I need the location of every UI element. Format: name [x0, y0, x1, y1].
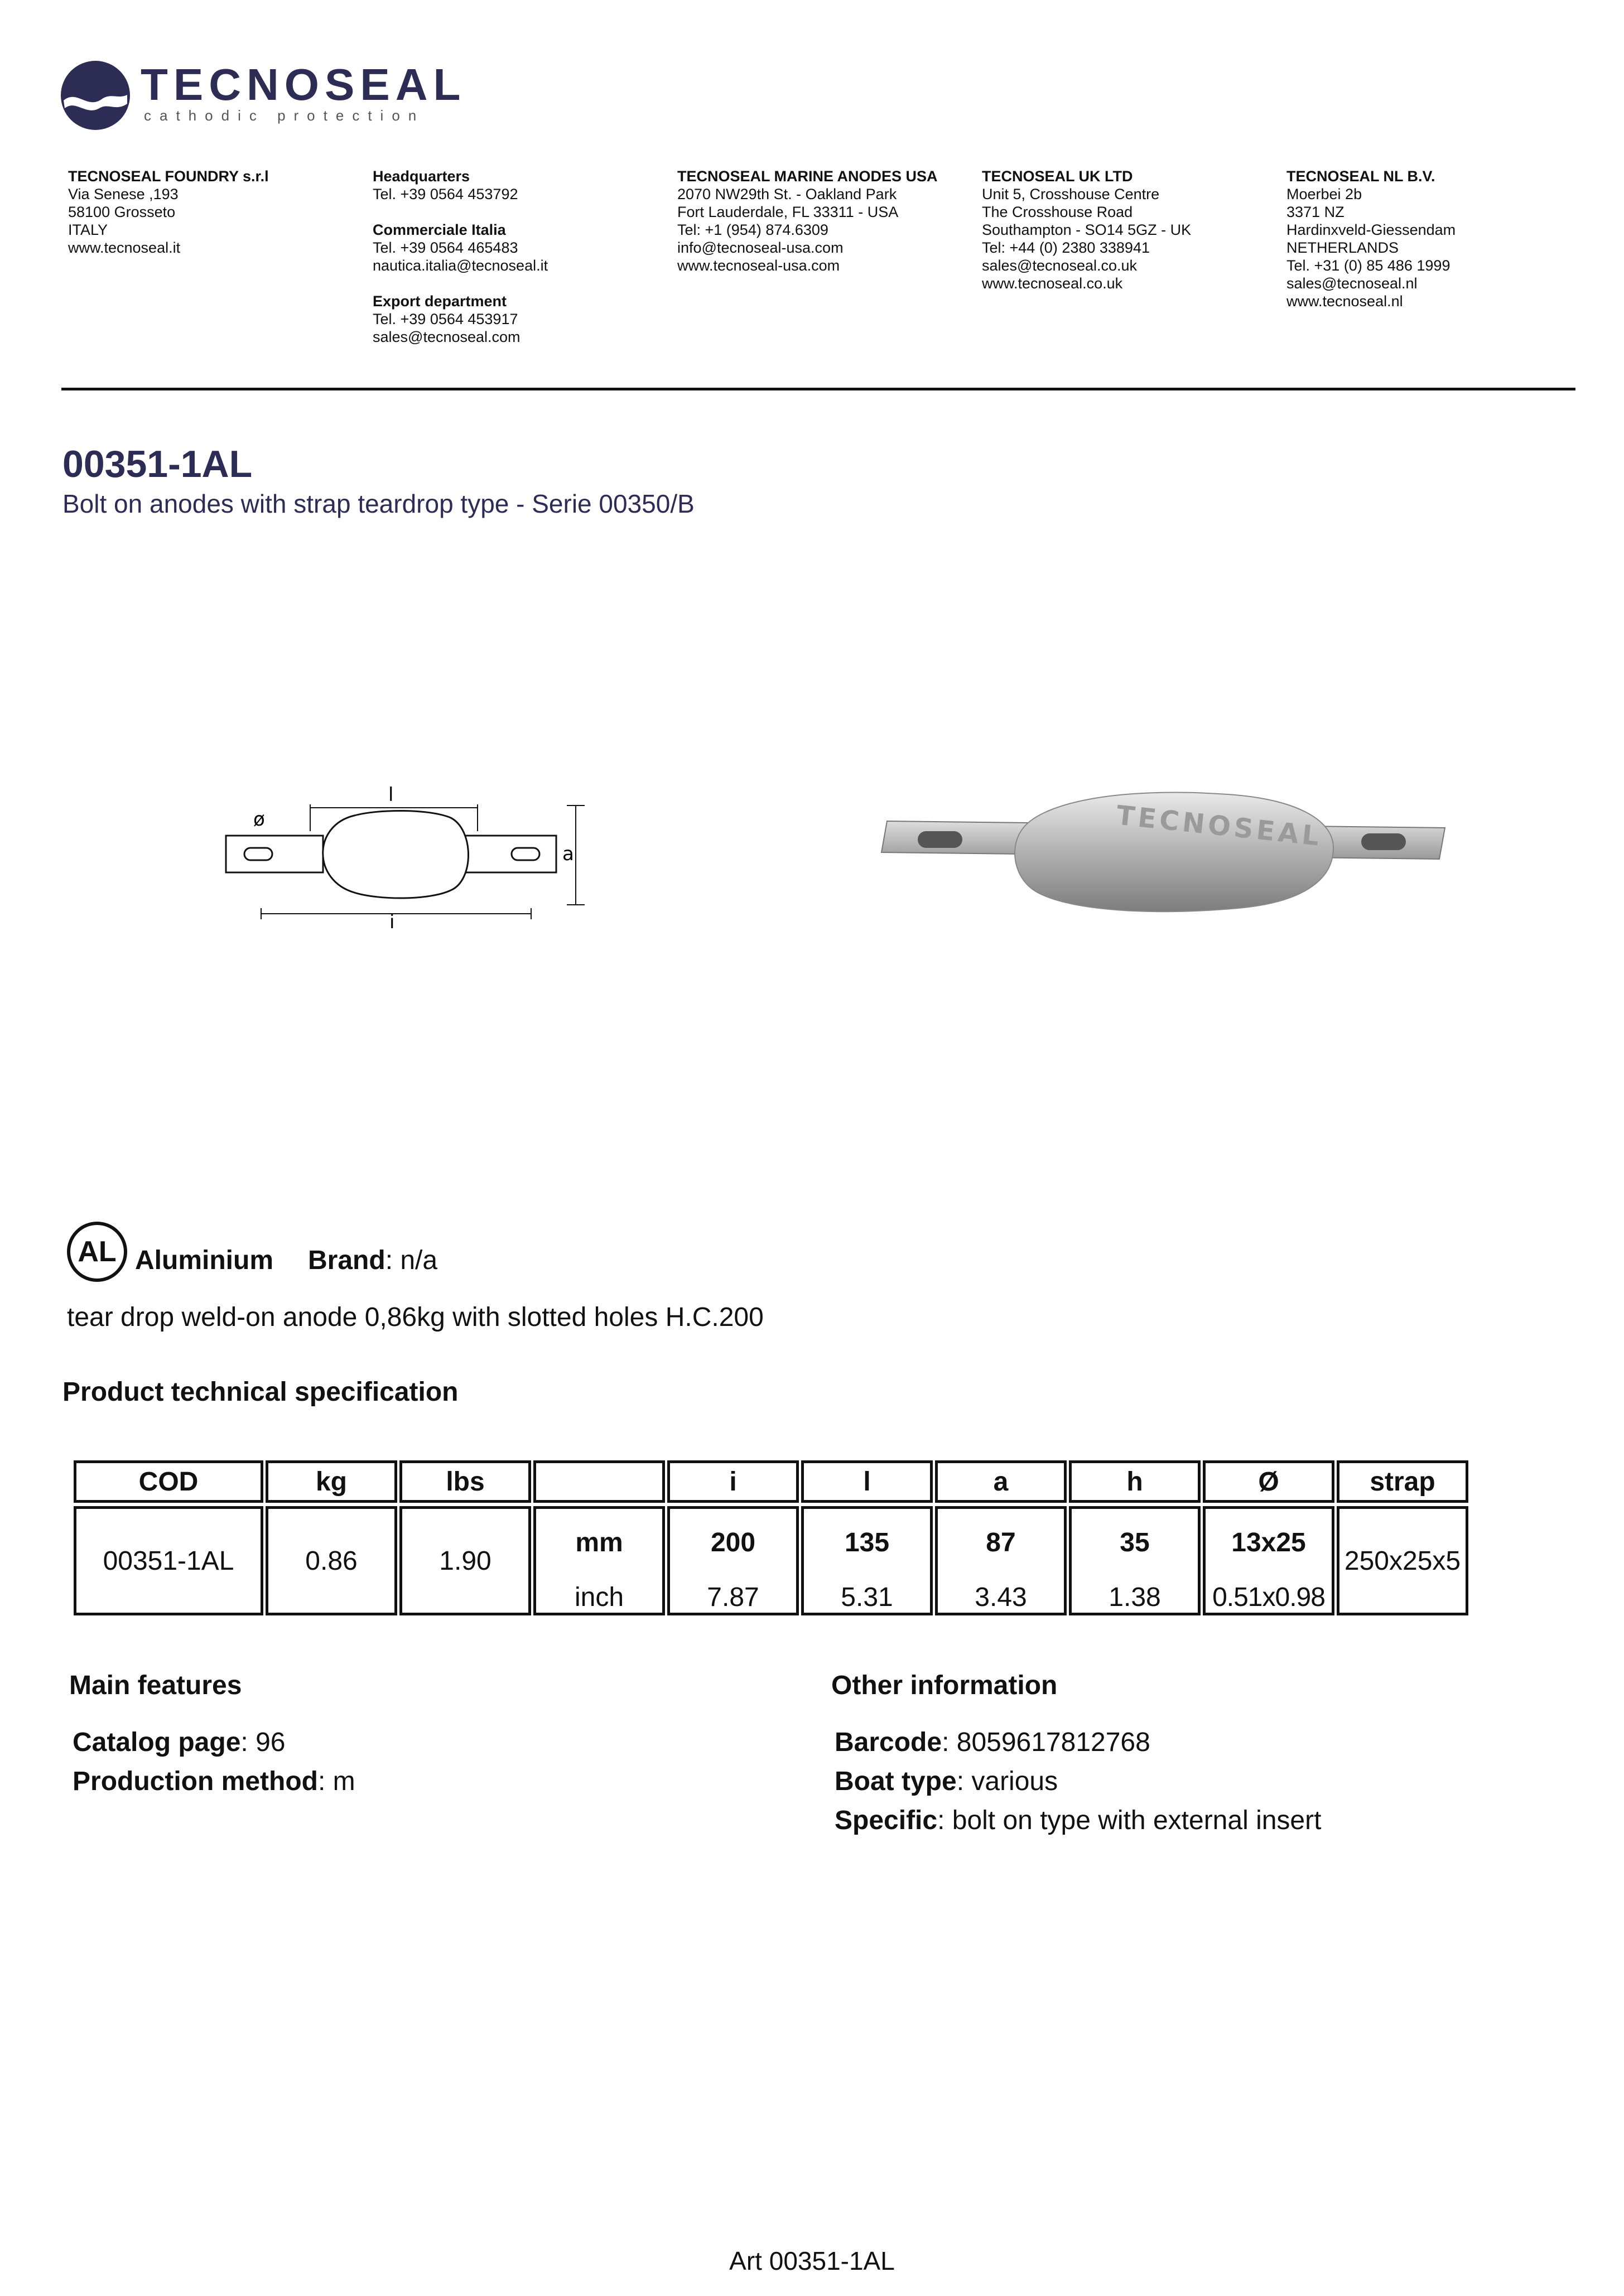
value-mm-a: 87: [986, 1528, 1016, 1557]
company-headquarters: [373, 167, 668, 346]
unit-inch: inch: [574, 1583, 624, 1612]
other-info-title: Other information: [831, 1671, 1058, 1700]
brand-label: Brand: [308, 1246, 385, 1275]
company-line: NETHERLANDS: [1286, 239, 1399, 256]
company-line: sales@tecnoseal.com: [373, 329, 521, 345]
company-line: Tel: +1 (954) 874.6309: [677, 221, 828, 238]
main-features-title: Main features: [69, 1671, 242, 1700]
company-uk: [982, 167, 1278, 292]
table-header-l: l: [801, 1460, 933, 1503]
feature-catalog-page: Catalog page: 96: [73, 1728, 286, 1757]
company-line: Hardinxveld-Giessendam: [1286, 221, 1456, 238]
company-line: [373, 274, 668, 292]
value-mm-h: 35: [1120, 1528, 1150, 1557]
company-heading: TECNOSEAL UK LTD: [982, 168, 1133, 185]
company-line: sales@tecnoseal.nl: [1286, 275, 1418, 292]
aluminium-badge-icon: AL: [67, 1222, 127, 1282]
drawing-label-a: a: [562, 843, 574, 865]
table-header-h: h: [1069, 1460, 1201, 1503]
table-header-kg: kg: [266, 1460, 397, 1503]
company-line: 2070 NW29th St. - Oakland Park: [677, 186, 897, 202]
material-label: Aluminium: [135, 1246, 273, 1275]
table-header-unit: [533, 1460, 665, 1503]
info-specific: Specific: bolt on type with external insert: [835, 1806, 1322, 1835]
company-line: sales@tecnoseal.co.uk: [982, 257, 1138, 274]
brand-value: : n/a: [385, 1246, 438, 1275]
value-mm-l: 135: [844, 1528, 890, 1557]
table-header-a: a: [935, 1460, 1067, 1503]
table-header-lbs: lbs: [399, 1460, 531, 1503]
feature-production-method: Production method: m: [73, 1767, 355, 1796]
company-line: Moerbei 2b: [1286, 186, 1362, 202]
company-line: ITALY: [68, 221, 108, 238]
product-subtitle: Bolt on anodes with strap teardrop type - Serie 00350/B: [62, 489, 695, 518]
drawing-label-l: l: [388, 784, 394, 806]
value-mm-i: 200: [710, 1528, 756, 1557]
company-line: Tel. +39 0564 465483: [373, 239, 518, 256]
company-heading: Headquarters: [373, 168, 470, 185]
brand-line: [308, 1247, 437, 1274]
company-line: Tel. +39 0564 453792: [373, 186, 518, 202]
logo-tagline: cathodic protection: [144, 107, 425, 124]
table-cell-strap: 250x25x5: [1337, 1506, 1468, 1615]
company-heading: Commerciale Italia: [373, 221, 506, 238]
photo-embossed-text: TECNOSEAL: [1115, 799, 1324, 853]
header-divider: [61, 388, 1575, 390]
company-line: info@tecnoseal-usa.com: [677, 239, 844, 256]
table-header-i: i: [667, 1460, 799, 1503]
value-inch-diameter: 0.51x0.98: [1212, 1583, 1325, 1612]
table-header-diameter: Ø: [1203, 1460, 1334, 1503]
tecnoseal-logo-mark: [60, 60, 131, 131]
spec-heading: Product technical specification: [62, 1377, 459, 1407]
value-inch-h: 1.38: [1109, 1583, 1161, 1612]
company-line: 3371 NZ: [1286, 204, 1345, 220]
company-line: Fort Lauderdale, FL 33311 - USA: [677, 204, 899, 220]
company-heading: TECNOSEAL NL B.V.: [1286, 168, 1435, 185]
company-line: 58100 Grosseto: [68, 204, 176, 220]
company-line: The Crosshouse Road: [982, 204, 1133, 220]
company-line: [373, 203, 668, 221]
value-inch-i: 7.87: [707, 1583, 759, 1612]
product-photo: [870, 770, 1450, 932]
company-line: Tel. +31 (0) 85 486 1999: [1286, 257, 1450, 274]
company-line: Southampton - SO14 5GZ - UK: [982, 221, 1192, 238]
company-line: www.tecnoseal.co.uk: [982, 275, 1123, 292]
company-line: Tel. +39 0564 453917: [373, 311, 518, 327]
drawing-label-phi: ø: [253, 808, 265, 831]
company-line: Tel: +44 (0) 2380 338941: [982, 239, 1150, 256]
product-code: 00351-1AL: [62, 443, 253, 485]
value-inch-l: 5.31: [841, 1583, 893, 1612]
company-heading: TECNOSEAL FOUNDRY s.r.l: [68, 168, 269, 185]
company-foundry: [68, 167, 364, 257]
unit-mm: mm: [575, 1528, 623, 1557]
table-cell-cod: 00351-1AL: [74, 1506, 263, 1615]
company-usa: [677, 167, 973, 274]
company-line: Unit 5, Crosshouse Centre: [982, 186, 1160, 202]
footer-article: Art 00351-1AL: [729, 2246, 895, 2275]
drawing-label-i: i: [389, 911, 395, 932]
company-nl: [1286, 167, 1582, 310]
company-line: www.tecnoseal.nl: [1286, 293, 1403, 310]
company-heading: TECNOSEAL MARINE ANODES USA: [677, 168, 938, 185]
table-cell-kg: 0.86: [266, 1506, 397, 1615]
company-heading: Export department: [373, 293, 507, 310]
value-mm-diameter: 13x25: [1231, 1528, 1306, 1557]
info-barcode: Barcode: 8059617812768: [835, 1728, 1150, 1757]
company-line: Via Senese ,193: [68, 186, 179, 202]
company-line: nautica.italia@tecnoseal.it: [373, 257, 548, 274]
info-boat-type: Boat type: various: [835, 1767, 1058, 1796]
company-line: www.tecnoseal-usa.com: [677, 257, 840, 274]
company-line: www.tecnoseal.it: [68, 239, 181, 256]
product-description: tear drop weld-on anode 0,86kg with slotted holes H.C.200: [67, 1303, 764, 1332]
table-header-strap: strap: [1337, 1460, 1468, 1503]
technical-drawing: [212, 764, 614, 932]
value-inch-a: 3.43: [975, 1583, 1027, 1612]
logo-wordmark: TECNOSEAL: [141, 60, 466, 109]
table-header-cod: COD: [74, 1460, 263, 1503]
table-cell-lbs: 1.90: [399, 1506, 531, 1615]
